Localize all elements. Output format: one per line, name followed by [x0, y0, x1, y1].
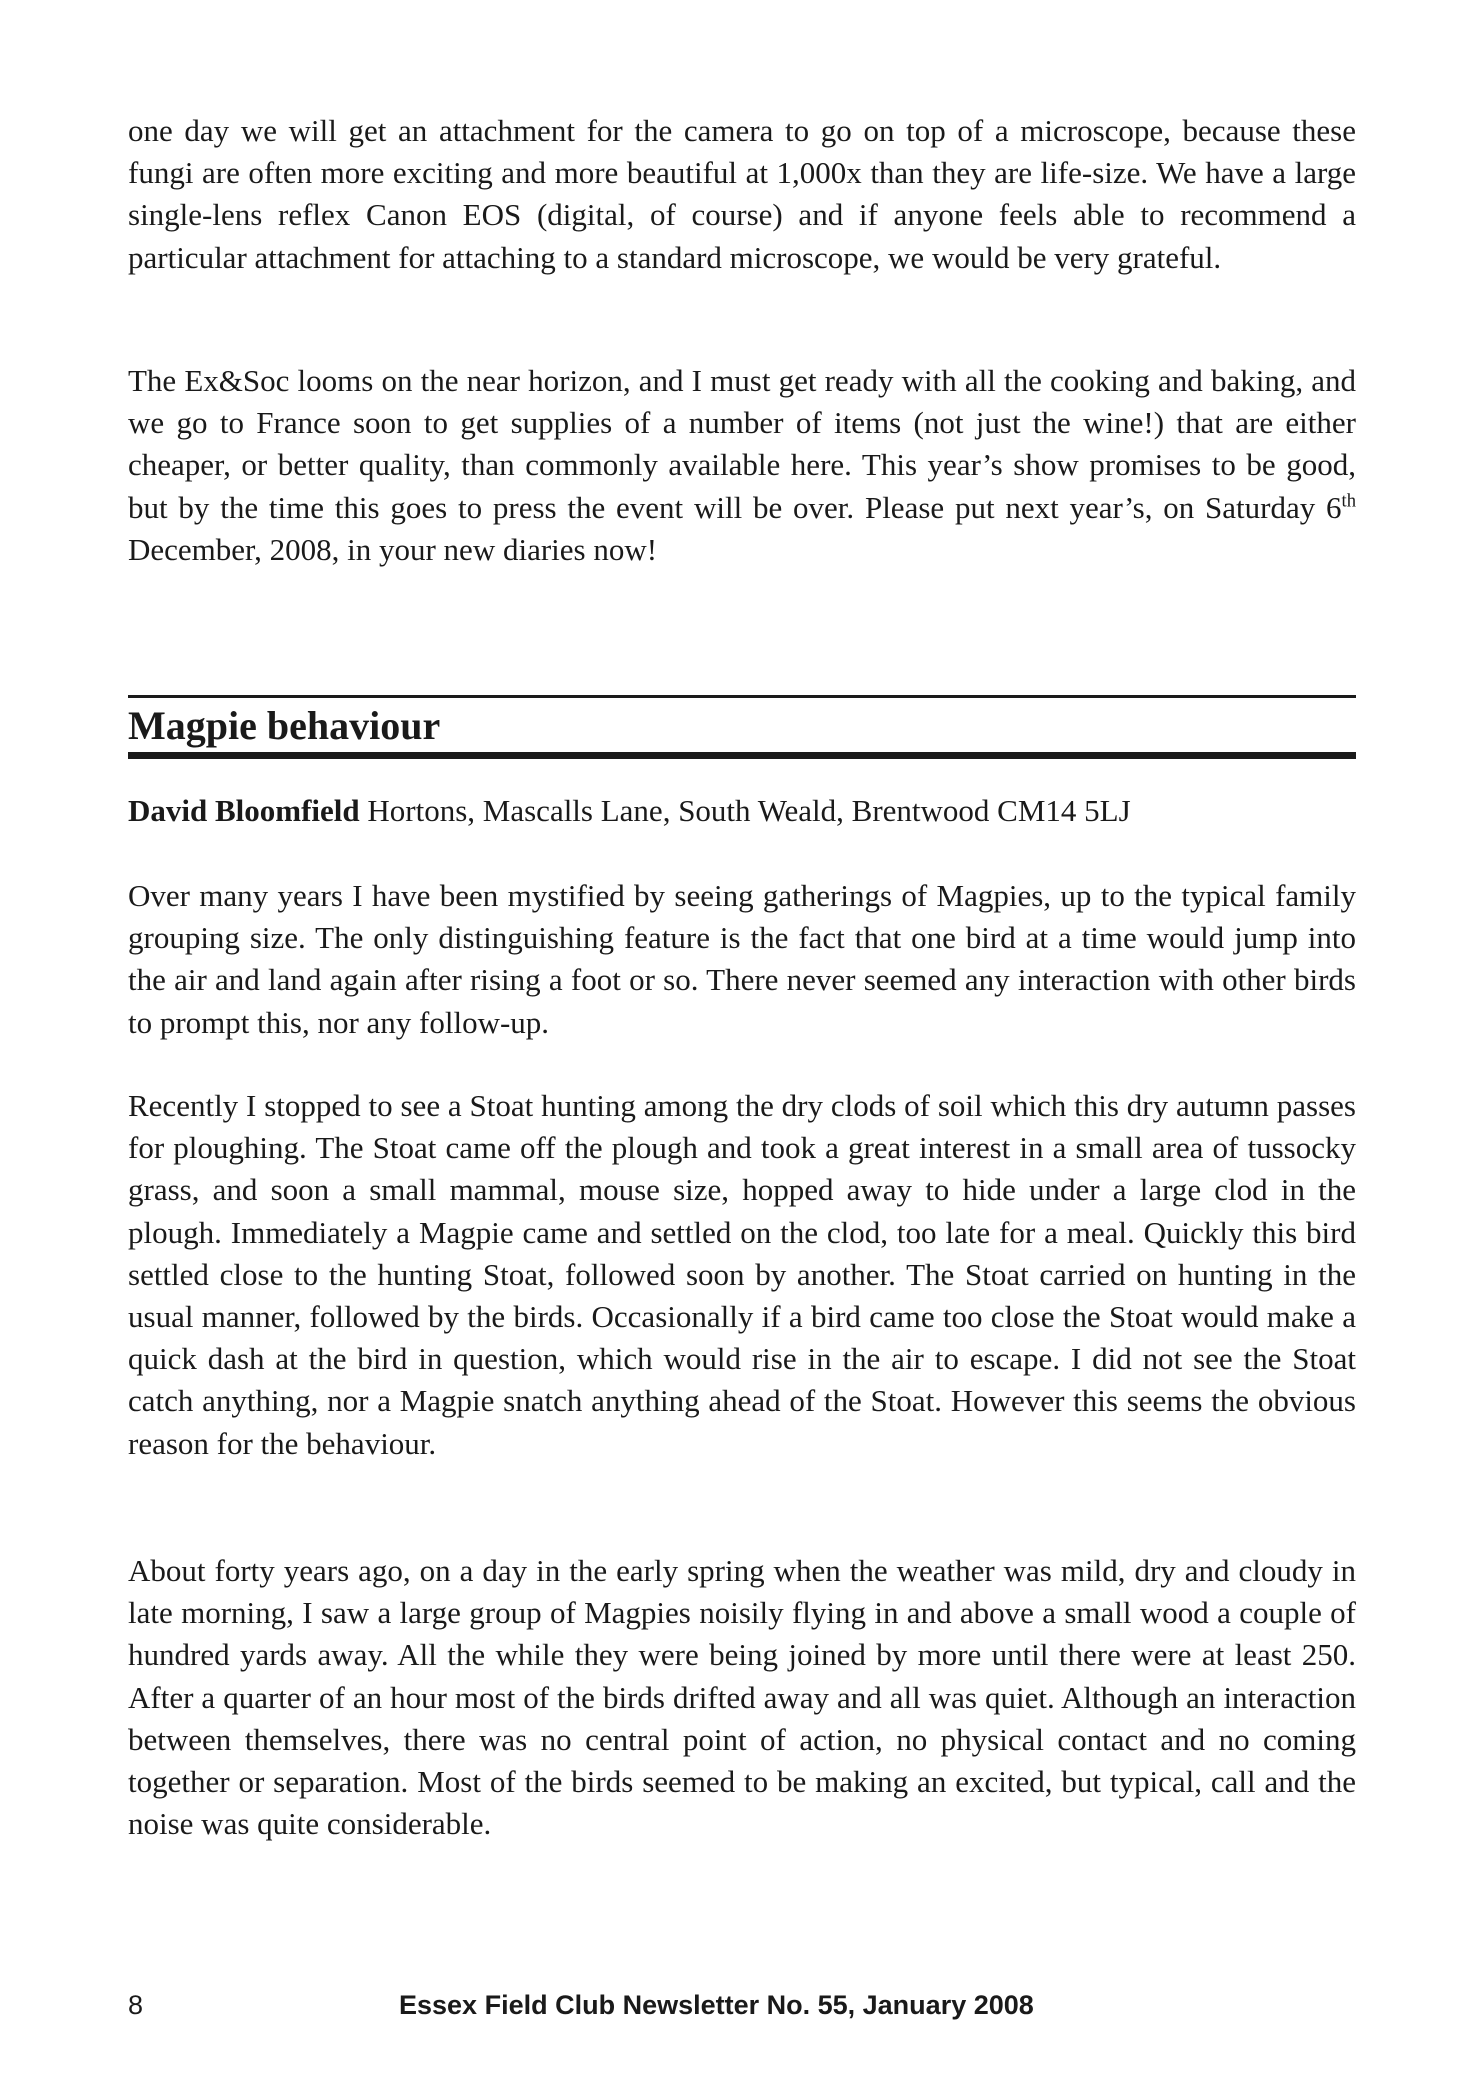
page-number: 8 [128, 1990, 144, 2020]
article-paragraph: Recently I stopped to see a Stoat hunting among the dry clods of soil which this dry autumn passes for ploughing. The Stoat came off the plough and took a great interest in a small area of tussocky grass, and soon a small mammal, mouse size, hopped away to hide under a large clod in the plough. Immediately a Magpie came and settled on the clod, too late for a meal. Quickly this bird settled close to the hunting Stoat, followed soon by another. The Stoat carried on hunting in the usual manner, followed by the birds. Occasionally if a bird came too close the Stoat would make a quick dash at the bird in question, which would rise in the air to escape. I did not see the Stoat catch anything, nor a Magpie snatch anything ahead of the Stoat. However this seems the obvious reason for the behaviour. [128, 1088, 1356, 1461]
author-name: David Bloomfield [128, 793, 360, 828]
section-header [128, 695, 1356, 759]
article-paragraph: About forty years ago, on a day in the early spring when the weather was mild, dry and cloudy in late morning, I saw a large group of Magpies noisily flying in and above a small wood a couple of hundred yards away. All the while they were being joined by more until there were at least 250. After a quarter of an hour most of the birds drifted away and all was quiet. Although an interaction between themselves, there was no central point of action, no physical contact and no coming together or separation. Most of the birds seemed to be making an excited, but typical, call and the noise was quite considerable. [128, 1553, 1356, 1842]
section-title: Magpie behaviour [128, 703, 441, 748]
publication-title: Essex Field Club Newsletter No. 55, January 2008 [399, 1990, 1034, 2020]
ordinal-suffix: th [1341, 490, 1356, 512]
body-paragraph [128, 360, 1356, 571]
byline [128, 790, 1131, 832]
paragraph-text-tail: December, 2008, in your new diaries now! [128, 531, 658, 567]
body-paragraph: one day we will get an attachment for the camera to go on top of a microscope, because these fungi are often more exciting and more beautiful at 1,000x than they are life-size. We have a large single-lens reflex Canon EOS (digital, of course) and if anyone feels able to recommend a particular attachment for attaching to a standard microscope, we would be very grateful. [128, 113, 1356, 275]
paragraph-text: The Ex&Soc looms on the near horizon, and I must get ready with all the cooking and baking, and we go to France soon to get supplies of a number of items (not just the wine!) that are either cheaper, or better quality, than commonly available here. This year’s show promises to be good, but by the time this goes to press the event will be over. Please put next year’s, on Saturday 6 [128, 363, 1356, 525]
article-paragraph: Over many years I have been mystified by seeing gatherings of Magpies, up to the typical family grouping size. The only distinguishing feature is the fact that one bird at a time would jump into the air and land again after rising a foot or so. There never seemed any interaction with other birds to prompt this, nor any follow-up. [128, 878, 1356, 1040]
section-rule-bottom [128, 752, 1356, 759]
author-address: Hortons, Mascalls Lane, South Weald, Brentwood CM14 5LJ [359, 793, 1131, 828]
